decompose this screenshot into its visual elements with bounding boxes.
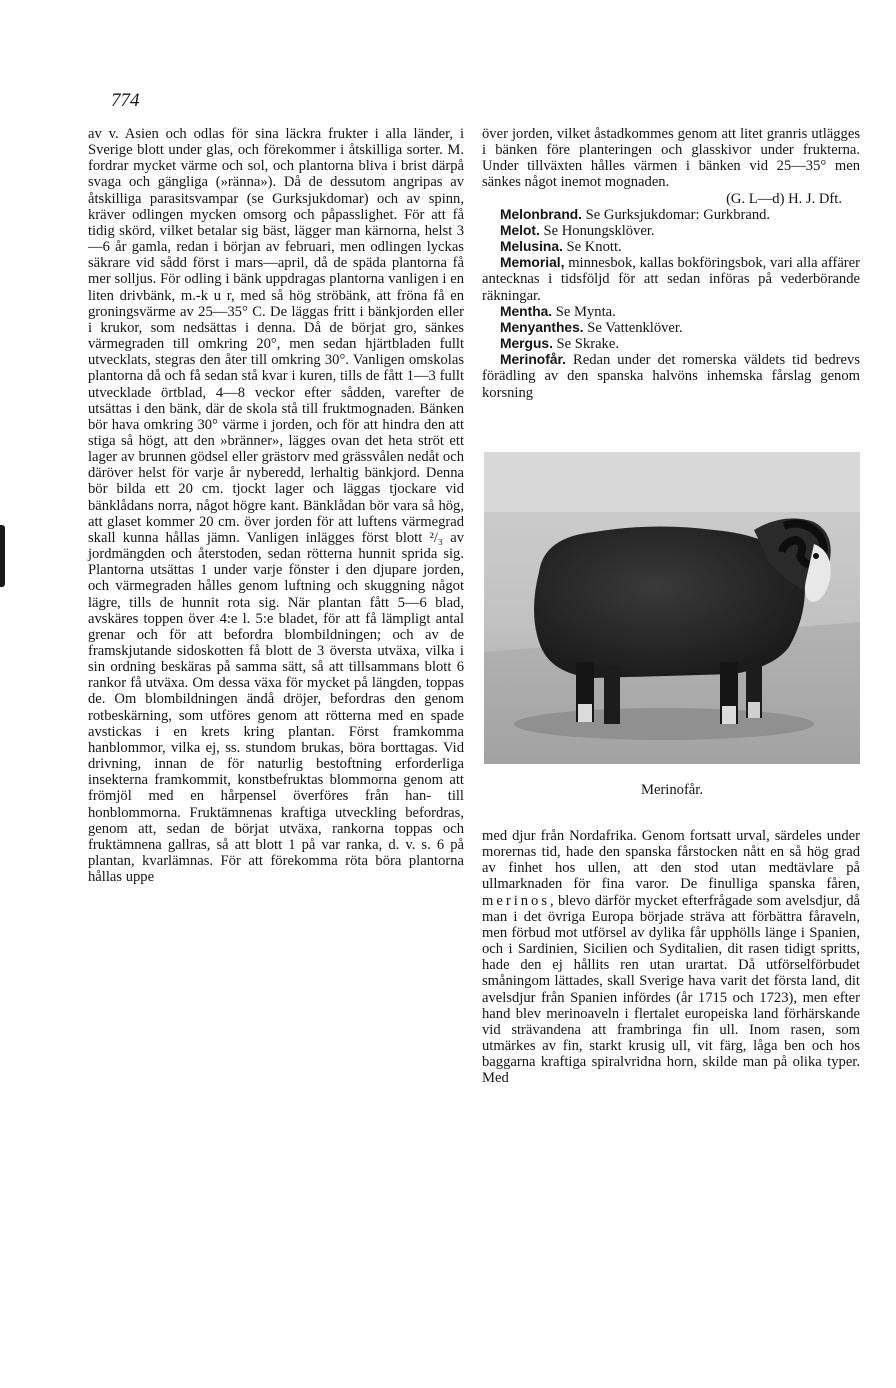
page-number: 774: [111, 90, 140, 111]
entry-melot: [482, 223, 860, 239]
right-column-bottom: [482, 828, 860, 1087]
sheep-illustration: [484, 452, 860, 764]
entry-headword: Mergus.: [500, 336, 553, 352]
entry-text: Se Honungsklöver.: [539, 222, 655, 239]
entry-merinofar: [482, 352, 860, 400]
entry-text: Redan under det romerska väldets tid bedrevs förädling av den spanska halvöns inhemska fårslag genom korsning: [482, 352, 860, 401]
entry-memorial: [482, 255, 860, 303]
merino-sheep-photo: [484, 452, 860, 764]
paragraph-continuation: över jorden, vilket åstadkommes genom att litet granris utlägges i bänken före planteringen och glasskivor under frukterna. Under tillväxten hålles värmen i bänken vid 25—35° men sänkes något inemot mognaden.: [482, 126, 860, 191]
entry-headword: Menyanthes.: [500, 319, 584, 335]
entry-headword: Merinofår.: [500, 352, 566, 368]
entry-text: Se Knott.: [562, 239, 622, 256]
entry-text: Se Mynta.: [552, 303, 616, 320]
text-before: med djur från Nordafrika. Genom fortsatt urval, särdeles under morernas tid, hade den spanska fårstocken nått en så hög grad av finhet hos ullen, att den stod utan medtävlare på ullmarknaden för fina varor. De finulliga spanska fåren,: [482, 828, 860, 893]
entry-headword: Melusina.: [500, 239, 563, 255]
entry-headword: Mentha.: [500, 303, 553, 319]
paragraph-melon-cultivation: av v. Asien och odlas för sina läckra frukter i alla länder, i Sverige blott under glas, och förekommer i åtskilliga sorter. M. fordrar mycket värme och sol, och plantorna bliva i brist därpå svaga och gängliga (»ränna»). Då de dessutom angripas av åtskilliga parasitsvampar (se Gurksjukdomar) och av spinn, kräver odlingen mycken omsorg och påpasslighet. För att få tidig skörd, vilket betalar sig bäst, lägger man kärnorna, helst 3—6 år gamla, redan i början av februari, men odlingen lyckas säkrare vid sådd först i mars—april, då de späda plantorna få mer solljus. För odling i bänk uppdragas plantorna vanligen i en liten drivbänk, m.-k u r, med så hög ströbänk, att fröna få en groningsvärme av 25—35° C. De läggas fritt i bänkjorden eller i krukor, som nedsättas i denna. Då de börjat gro, sänkes värmegraden till omkring 20°, men sedan hjärtbladen fullt utvecklats, stegras den åter till omkring 30°. Vanligen omskolas plantorna då och få sedan stå kvar i kuren, tills de fått 1—3 fullt utvecklade örtblad, 4—8 veckor efter sådden, varefter de utsättas i den bänk, där de skola stå till fruktmognaden. Bänken bör hava omkring 30° värme i jorden, och för att hindra den att stiga så högt, att den »bränner», lägges ovan det heta ströt ett lager av brunnen gödsel eller grästorv med grässvålen nedåt och däröver helst för varje år nyberedd, lerhaltig bänkjord. Denna bör bilda ett 20 cm. tjockt lager och läggas tjockare vid bänklådans norra, något högre kant. Bänklådan bör vara så hög, att glaset kommer 20 cm. över jorden för att luftens värmegrad skall kunna hållas jämn. Vanligen inlägges först blott ²/₃ av jordmängden och återstoden, sedan rötterna hunnit sprida sig. Plantorna utsättas 1 under varje fönster i den djupare jorden, och värmegraden hålles genom luftning och skuggning något lägre, tills de hunnit rota sig. När plantan fått 5—6 blad, avskäres toppen över 4:e l. 5:e bladet, för att få lämpligt antal grenar och för att befordra blombildningen; och av de framskjutande sidoskotten få blott de 3 översta utväxa, vilka i sin ordning beskäras på samma sätt, så att tillsammans blott 6 rankor få utväxa. Om dessa växa för mycket på längden, toppas de. Om blombildningen ändå dröjer, befordras den genom rotbeskärning, som utföres genom att rötterna med en spade avstickas i en krets kring plantan. Först framkomma hanblommor, vilka ej, ss. stundom brukas, böra borttagas. Vid drivning, innan de för naturlig bestoftning erforderliga insekterna framkommit, konstbefruktas blommorna genom att frömjöl med en hårpensel överföres från han- till honblommorna. Fruktämnenas kraftiga utveckling befordras, genom att, sedan de börjat utväxa, rankorna toppas och fruktämnena gallras, så att blott 1 på var ranka, d. v. s. 6 på plantan, kvarlämnas. För att förekomma röta böra plantorna hållas uppe: [88, 126, 464, 886]
entry-text: minnesbok, kallas bokföringsbok, vari alla affärer antecknas i tidsföljd för att sedan införas på vederbörande räkningar.: [482, 255, 860, 304]
text-after: , blevo därför mycket efterfrågade som avelsdjur, då man i det övriga Europa började sträva att förbättra fåraveln, men förbud mot utförsel av dylika får upphölls länge i Spanien, och i Sardinien, Sicilien och Syditalien, dit rasen tidigt spritts, hade den ej hållits ren utan urartat. Då utförselförbudet småningom lättades, skall Sverige hava varit det första land, dit avelsdjur från Spanien infördes (år 1715 och 1723), men efter hand blev merinoaveln i flertalet europeiska land förhärskande vid strävandena att frambringa fin ull. Inom rasen, som utmärkes av fin, starkt krusig ull, vit färg, låga ben och hos baggarna kraftiga spiralvridna horn, skilde man på olika typer. Med: [482, 892, 860, 1087]
left-column: [88, 126, 464, 885]
entry-text: Se Skrake.: [552, 336, 619, 353]
entry-text: Se Vattenklöver.: [583, 319, 683, 336]
entry-headword: Memorial,: [500, 255, 565, 271]
entry-melusina: [482, 239, 860, 255]
entry-mergus: [482, 336, 860, 352]
author-signature: (G. L—d) H. J. Dft.: [726, 190, 842, 207]
entry-text: Se Gurksjukdomar: Gurkbrand.: [582, 206, 771, 223]
spaced-term: merinos: [482, 892, 551, 909]
paragraph-merino-history: [482, 828, 860, 1087]
entry-menyanthes: [482, 320, 860, 336]
entry-headword: Melot.: [500, 222, 540, 238]
right-column-top: [482, 126, 860, 401]
entry-headword: Melonbrand.: [500, 206, 583, 222]
entry-melonbrand: [482, 207, 860, 223]
entry-mentha: [482, 304, 860, 320]
binding-mark: [0, 525, 5, 587]
figure-caption: Merinofår.: [640, 782, 703, 798]
